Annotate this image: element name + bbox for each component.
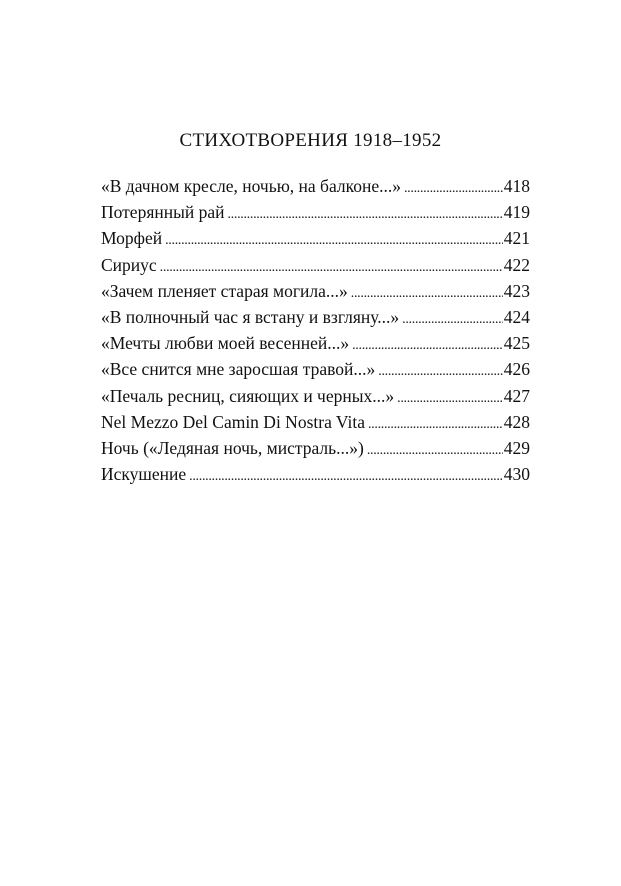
toc-entry-title: Морфей bbox=[101, 228, 163, 249]
toc-entry bbox=[101, 464, 530, 490]
toc-entry bbox=[101, 333, 530, 359]
dot-leader bbox=[160, 260, 503, 276]
toc-entry bbox=[101, 176, 530, 202]
toc-entry-page: 421 bbox=[503, 228, 530, 249]
dot-leader bbox=[351, 286, 503, 302]
dot-leader bbox=[404, 181, 503, 197]
dot-leader bbox=[165, 233, 503, 249]
toc-entry-title: Ночь («Ледяная ночь, мистраль...») bbox=[101, 437, 364, 458]
dot-leader bbox=[352, 338, 503, 354]
toc-entry bbox=[101, 359, 530, 385]
toc-entry bbox=[101, 255, 530, 281]
toc-entry-title: Искушение bbox=[101, 464, 187, 485]
toc-entry-page: 428 bbox=[503, 411, 530, 432]
toc-entry bbox=[101, 202, 530, 228]
toc-entry-title: «Мечты любви моей весенней...» bbox=[101, 333, 350, 354]
toc-entry bbox=[101, 438, 530, 464]
table-of-contents bbox=[101, 176, 530, 490]
toc-entry bbox=[101, 412, 530, 438]
dot-leader bbox=[227, 207, 502, 223]
toc-entry-page: 418 bbox=[503, 176, 530, 196]
toc-entry-title: Потерянный рай bbox=[101, 202, 225, 223]
toc-entry-page: 423 bbox=[503, 280, 530, 301]
dot-leader bbox=[368, 417, 503, 433]
toc-entry-page: 430 bbox=[503, 464, 530, 485]
toc-entry-page: 419 bbox=[503, 202, 530, 223]
dot-leader bbox=[367, 443, 503, 459]
toc-entry-title: «В дачном кресле, ночью, на балконе...» bbox=[101, 176, 401, 196]
toc-entry-page: 422 bbox=[503, 254, 530, 275]
toc-entry-page: 426 bbox=[503, 359, 530, 380]
toc-entry bbox=[101, 228, 530, 254]
dot-leader bbox=[402, 312, 503, 328]
toc-entry-title: Nel Mezzo Del Camin Di Nostra Vita bbox=[101, 411, 365, 432]
dot-leader bbox=[397, 391, 503, 407]
toc-entry-title: «Все снится мне заросшая травой...» bbox=[101, 359, 376, 380]
toc-entry-page: 427 bbox=[503, 385, 530, 406]
dot-leader bbox=[189, 469, 503, 485]
toc-entry bbox=[101, 281, 530, 307]
toc-entry bbox=[101, 307, 530, 333]
toc-entry-page: 429 bbox=[503, 437, 530, 458]
toc-entry-title: «В полночный час я встану и взгляну...» bbox=[101, 306, 400, 327]
section-title: СТИХОТВОРЕНИЯ 1918–1952 bbox=[179, 130, 442, 151]
toc-entry-title: «Печаль ресниц, сияющих и черных...» bbox=[101, 385, 395, 406]
dot-leader bbox=[378, 364, 503, 380]
toc-entry-page: 424 bbox=[503, 306, 530, 327]
toc-entry-page: 425 bbox=[503, 333, 530, 354]
toc-entry-title: «Зачем пленяет старая могила...» bbox=[101, 280, 348, 301]
toc-entry bbox=[101, 386, 530, 412]
toc-entry-title: Сириус bbox=[101, 254, 157, 275]
